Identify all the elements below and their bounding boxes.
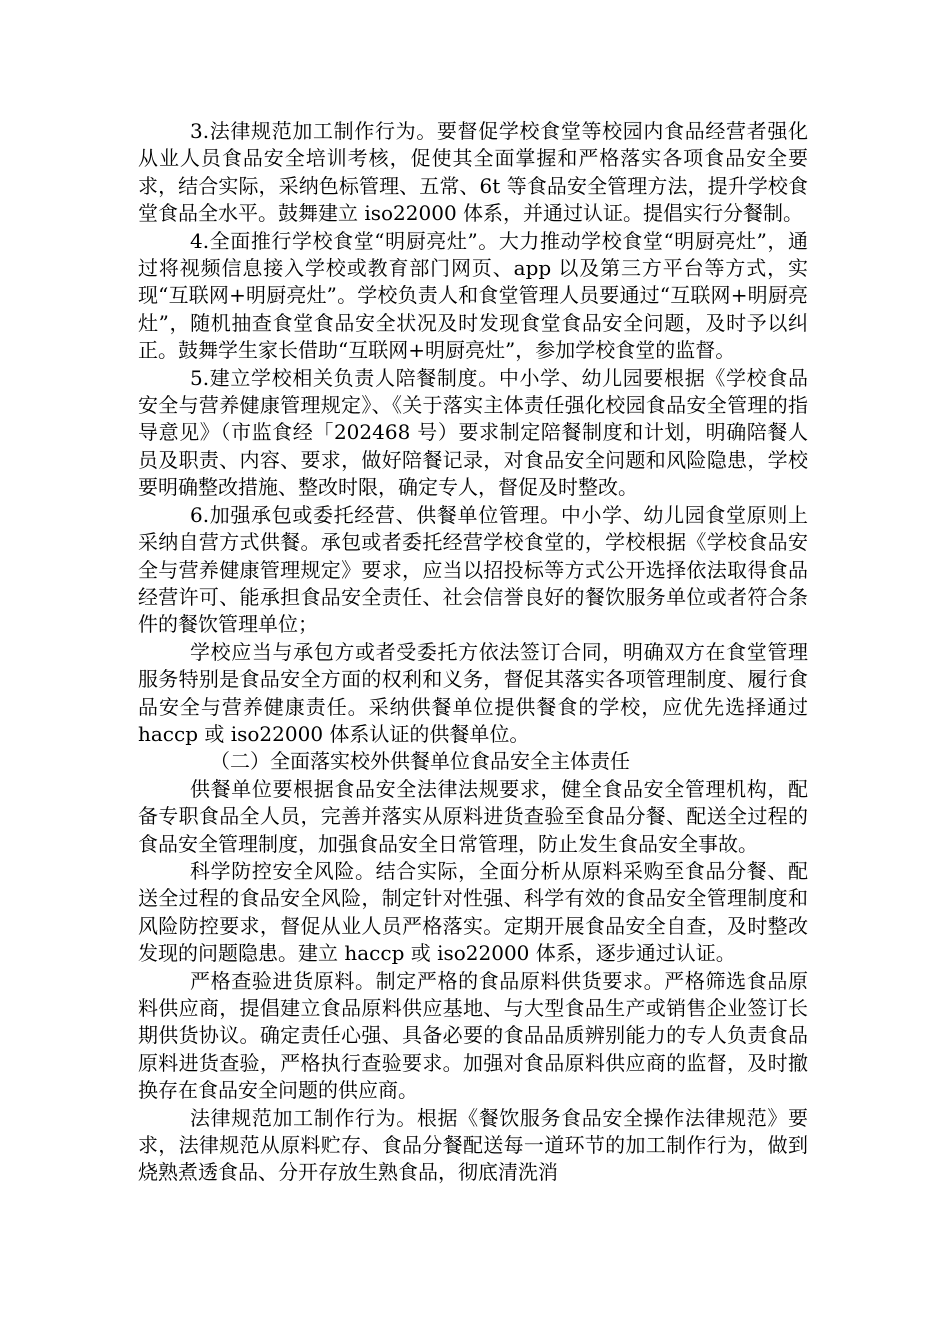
paragraph-9: 法律规范加工制作行为。根据《餐饮服务食品安全操作法律规范》要求，法律规范从原料贮存、食品分餐配送每一道环节的加工制作行为，做到烧熟煮透食品、分开存放生熟食品，彻底清洗消 (138, 1105, 808, 1185)
paragraph-6: 供餐单位要根据食品安全法律法规要求，健全食品安全管理机构，配备专职食品全人员，完善并落实从原料进货查验至食品分餐、配送全过程的食品安全管理制度，加强食品安全日常管理，防止发生食品安全事故。 (138, 776, 808, 856)
section-heading: （二）全面落实校外供餐单位食品安全主体责任 (210, 749, 630, 774)
paragraph-4: 6.加强承包或委托经营、供餐单位管理。中小学、幼儿园食堂原则上采纳自营方式供餐。承包或者委托经营学校食堂的，学校根据《学校食品安全与营养健康管理规定》要求，应当以招投标等方式公开选择依法取得食品经营许可、能承担食品安全责任、社会信誉良好的餐饮服务单位或者符合条件的餐饮管理单位； (138, 502, 808, 637)
paragraph-5: 学校应当与承包方或者受委托方依法签订合同，明确双方在食堂管理服务特别是食品安全方面的权利和义务，督促其落实各项管理制度、履行食品安全与营养健康责任。采纳供餐单位提供餐食的学校，应优先选择通过 haccp 或 iso22000 体系认证的供餐单位。 (138, 639, 808, 746)
document-page (138, 118, 808, 1187)
paragraph-1: 3.法律规范加工制作行为。要督促学校食堂等校园内食品经营者强化从业人员食品安全培训考核，促使其全面掌握和严格落实各项食品安全要求，结合实际，采纳色标管理、五常、6t 等食品安全管理方法，提升学校食堂食品全水平。鼓舞建立 iso22000 体系，并通过认证。提倡实行分餐制。 (138, 119, 808, 226)
paragraph-7: 科学防控安全风险。结合实际，全面分析从原料采购至食品分餐、配送全过程的食品安全风险，制定针对性强、科学有效的食品安全管理制度和风险防控要求，督促从业人员严格落实。定期开展食品安全自查，及时整改发现的问题隐患。建立 haccp 或 iso22000 体系，逐步通过认证。 (138, 858, 808, 966)
paragraph-8: 严格查验进货原料。制定严格的食品原料供货要求。严格筛选食品原料供应商，提倡建立食品原料供应基地、与大型食品生产或销售企业签订长期供货协议。确定责任心强、具备必要的食品品质辨别能力的专人负责食品原料进货查验，严格执行查验要求。加强对食品原料供应商的监督，及时撤换存在食品安全问题的供应商。 (138, 968, 808, 1103)
paragraph-3: 5.建立学校相关负责人陪餐制度。中小学、幼儿园要根据《学校食品安全与营养健康管理规定》、《关于落实主体责任强化校园食品安全管理的指导意见》（市监食经「202468 号）要求制定陪餐制度和计划，明确陪餐人员及职责、内容、要求，做好陪餐记录，对食品安全问题和风险隐患，学校要明确整改措施、整改时限，确定专人，督促及时整改。 (138, 365, 808, 500)
paragraph-2: 4.全面推行学校食堂“明厨亮灶”。大力推动学校食堂“明厨亮灶”，通过将视频信息接入学校或教育部门网页、app 以及第三方平台等方式，实现“互联网+明厨亮灶”。学校负责人和食堂管理人员要通过“互联网+明厨亮灶”，随机抽查食堂食品安全状况及时发现食堂食品安全问题，及时予以纠正。鼓舞学生家长借助“互联网+明厨亮灶”，参加学校食堂的监督。 (138, 228, 808, 363)
